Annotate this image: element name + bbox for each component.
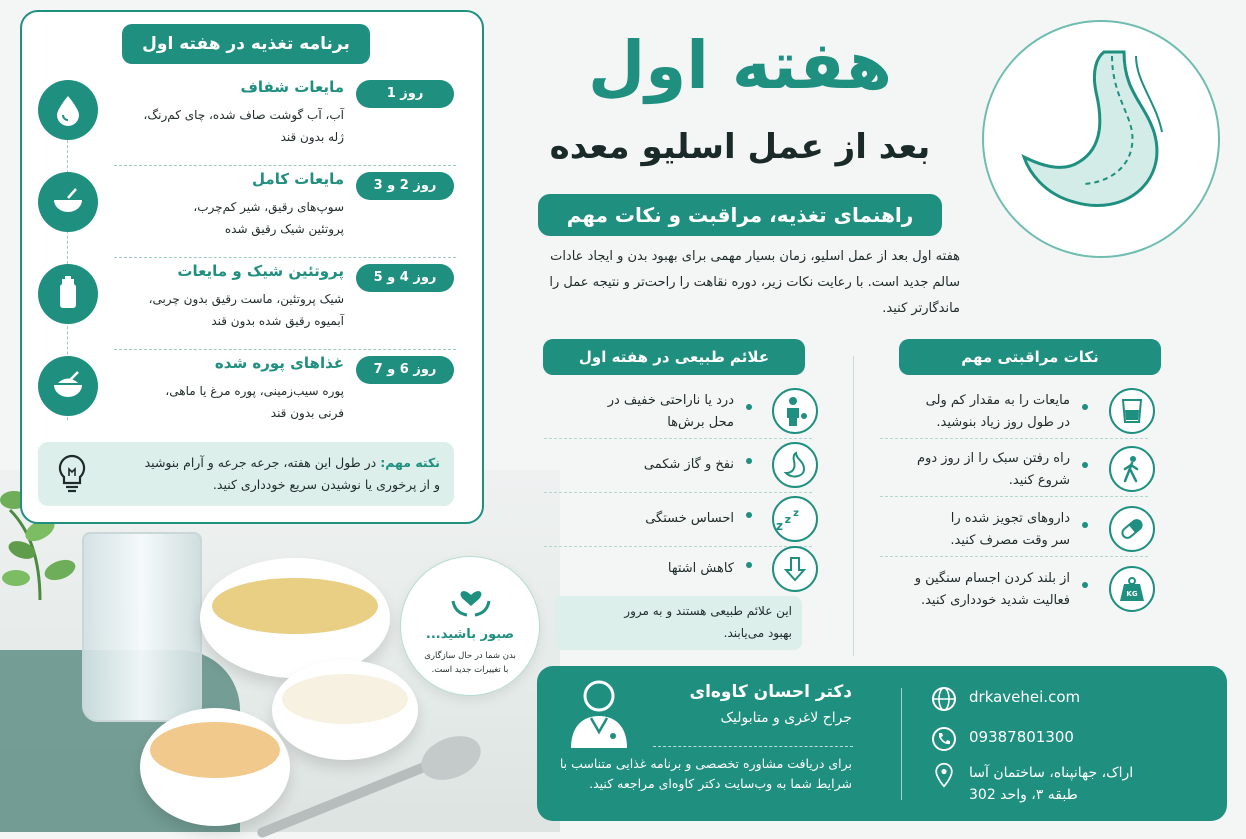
website-contact[interactable] xyxy=(931,686,1201,716)
doctor-name: دکتر احسان کاوه‌ای xyxy=(689,682,852,702)
care-tips-title: نکات مراقبتی مهم xyxy=(899,339,1161,375)
svg-text:z: z xyxy=(793,508,799,519)
patience-badge xyxy=(400,556,540,696)
intro-paragraph: هفته اول بعد از عمل اسلیو، زمان بسیار مهمی برای بهبود بدن و ایجاد عادات سالم جدید است. با رعایت نکات زیر، دوره نقاهت را راحت‌تر و نتیجه عمل را ماندگارتر کنید. xyxy=(549,249,960,316)
bullet-dot xyxy=(746,512,752,518)
guide-banner: راهنمای تغذیه، مراقبت و نکات مهم xyxy=(538,194,942,236)
day-title: غذاهای پوره شده xyxy=(214,354,344,372)
water-glass-photo xyxy=(82,532,202,722)
symptom-text: درد یا ناراحتی خفیف در محل برش‌ها xyxy=(607,393,734,430)
globe-icon xyxy=(931,686,957,712)
lightbulb-icon xyxy=(52,452,92,496)
broth-bowl xyxy=(200,558,390,678)
address-text: اراک، جهانپناه، ساختمان آسا طبقه ۳، واحد 302 xyxy=(969,765,1134,803)
care-text: داروهای تجویز شده را سر وقت مصرف کنید. xyxy=(950,511,1070,548)
symptom-text: کاهش اشتها xyxy=(667,561,734,576)
address-contact xyxy=(931,762,1201,812)
patience-title: صبور باشید... xyxy=(425,627,515,642)
phone-contact[interactable] xyxy=(931,726,1201,756)
website-link[interactable]: drkavehei.com xyxy=(969,688,1081,706)
phone-icon xyxy=(931,726,957,752)
care-item xyxy=(880,502,1148,556)
care-item xyxy=(880,442,1148,496)
day-row xyxy=(36,168,456,258)
meal-plan-title: برنامه تغذیه در هفته اول xyxy=(122,24,370,64)
page-subtitle: بعد از عمل اسلیو معده xyxy=(549,127,931,167)
day-badge: روز 4 و 5 xyxy=(356,264,454,292)
day-title: مایعات کامل xyxy=(252,170,344,188)
puree-bowl xyxy=(140,708,290,826)
heart-hands-icon xyxy=(449,575,493,619)
care-item xyxy=(880,562,1148,616)
svg-text:z: z xyxy=(776,519,783,533)
stomach-illustration xyxy=(982,20,1220,258)
doctor-role: جراح لاغری و متابولیک xyxy=(720,710,852,726)
symptom-item xyxy=(544,384,812,438)
day-badge: روز 1 xyxy=(356,80,454,108)
bullet-dot xyxy=(746,562,752,568)
bullet-dot xyxy=(1082,522,1088,528)
symptom-item xyxy=(544,492,812,546)
day-row xyxy=(36,352,456,442)
stomach-icon xyxy=(772,442,818,488)
day-title: پروتئین شیک و مایعات xyxy=(177,262,344,280)
svg-text:z: z xyxy=(784,513,791,526)
row-divider xyxy=(880,556,1148,557)
care-text: راه رفتن سبک را از روز دوم شروع کنید. xyxy=(917,451,1070,488)
day-row xyxy=(36,76,456,166)
symptom-text: نفخ و گاز شکمی xyxy=(643,457,734,472)
walking-person-icon xyxy=(1109,446,1155,492)
symptom-item xyxy=(544,542,812,596)
patience-description: بدن شما در حال سازگاری با تغییرات جدید است. xyxy=(424,651,516,675)
day-title: مایعات شفاف xyxy=(240,78,344,96)
bullet-dot xyxy=(1082,462,1088,468)
shaker-icon xyxy=(38,264,98,324)
sleep-zzz-icon xyxy=(772,496,818,542)
doctor-description: برای دریافت مشاوره تخصصی و برنامه غذایی متناسب با شرایط شما به وب‌سایت دکتر کاوه‌ای مراجعه کنید. xyxy=(559,756,852,791)
yogurt-bowl xyxy=(272,660,418,760)
water-glass-icon xyxy=(1109,388,1155,434)
care-text: مایعات را به مقدار کم ولی در طول روز زیاد بنوشید. xyxy=(925,393,1070,430)
important-note-label: نکته مهم: xyxy=(380,455,440,470)
water-drop-icon xyxy=(38,80,98,140)
row-divider xyxy=(114,165,456,166)
bullet-dot xyxy=(1082,582,1088,588)
bullet-dot xyxy=(1082,404,1088,410)
day-row xyxy=(36,260,456,350)
day-description: آب، آب گوشت صاف شده، چای کم‌رنگ، ژله بدون قند xyxy=(143,108,344,144)
doctor-contact-card xyxy=(537,666,1227,821)
symptom-text: احساس خستگی xyxy=(645,511,734,526)
card-divider xyxy=(901,688,902,800)
svg-text:KG: KG xyxy=(1126,590,1138,598)
stomach-icon xyxy=(984,22,1218,256)
day-badge: روز 2 و 3 xyxy=(356,172,454,200)
bullet-dot xyxy=(746,404,752,410)
person-pain-icon xyxy=(772,388,818,434)
care-text: از بلند کردن اجسام سنگین و فعالیت شدید خودداری کنید. xyxy=(914,571,1070,608)
row-divider xyxy=(880,438,1148,439)
puree-bowl-icon xyxy=(38,356,98,416)
doctor-avatar-icon xyxy=(567,676,631,748)
pill-capsule-icon xyxy=(1109,506,1155,552)
care-item xyxy=(880,384,1148,438)
day-badge: روز 6 و 7 xyxy=(356,356,454,384)
row-divider xyxy=(114,349,456,350)
bullet-dot xyxy=(746,458,752,464)
phone-number[interactable]: 09387801300 xyxy=(969,728,1074,746)
important-note-text: نکته مهم: در طول این هفته، جرعه جرعه و آرام بنوشید و از پرخوری یا نوشیدن سریع خودداری کنید. xyxy=(144,455,440,492)
doctor-divider xyxy=(653,746,853,747)
page-title: هفته اول xyxy=(587,27,893,104)
day-description: شیک پروتئین، ماست رقیق بدون چربی، آبمیوه رقیق شده بدون قند xyxy=(148,292,344,328)
location-pin-icon xyxy=(931,762,957,788)
day-description: پوره سیب‌زمینی، پوره مرغ یا ماهی، فرنی بدون قند xyxy=(165,384,344,420)
symptom-item xyxy=(544,438,812,492)
symptoms-note: این علائم طبیعی هستند و به مرور بهبود می‌یابند. xyxy=(554,596,802,650)
day-description: سوپ‌های رقیق، شیر کم‌چرب، پروتئین شیک رقیق شده xyxy=(193,200,344,236)
important-note-box xyxy=(38,442,454,506)
column-divider xyxy=(853,356,854,656)
kg-weight-icon xyxy=(1109,566,1155,612)
symptoms-title: علائم طبیعی در هفته اول xyxy=(543,339,805,375)
row-divider xyxy=(880,496,1148,497)
soup-bowl-icon xyxy=(38,172,98,232)
arrow-down-icon xyxy=(772,546,818,592)
row-divider xyxy=(114,257,456,258)
